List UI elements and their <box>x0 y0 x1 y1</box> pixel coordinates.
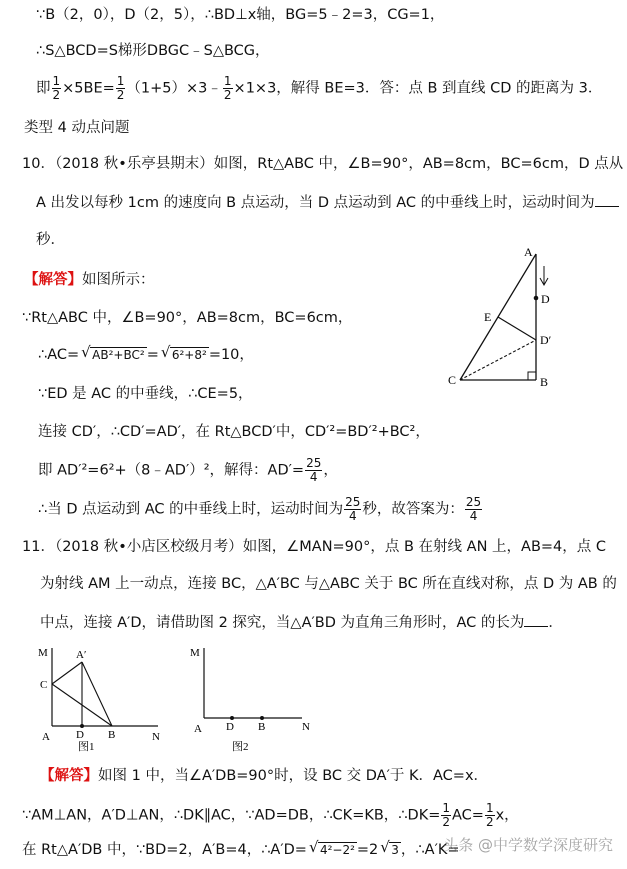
fig1-b-label: B <box>108 729 116 741</box>
fig2-a-label: A <box>194 723 202 735</box>
point-e-label: E <box>484 310 492 324</box>
fig2-n-label: N <box>302 721 310 733</box>
question-11-line-3: 中点，连接 A′D，请借助图 2 探究，当△A′BD 为直角三角形时，AC 的长为 ． <box>40 612 563 633</box>
fig1-caption: 图1 <box>78 741 95 752</box>
fig2-b-label: B <box>258 721 266 733</box>
answer-blank <box>524 612 548 627</box>
solution-line-3: 即 $\frac{1}{2}$ ×5BE= $\frac{1}{2}$ （1+5）×3﹣ $\frac{1}{2}$ ×1×3，解得 BE=3．答：点 B 到直线 CD 的距离为 3． <box>36 74 603 102</box>
answer-11-line-1: 【解答】如图 1 中，当∠A′DB=90°时，设 BC 交 DA′于 K．AC=x． <box>40 768 489 784</box>
fraction-half: $\frac{1}{2}$ <box>223 74 232 102</box>
point-a-label: A <box>524 245 533 259</box>
answer-10-line-3: ∴AC=√ AB²+BC² =√ 6²+8² =10， <box>38 345 254 365</box>
answer-11-line-2: ∵AM⊥AN，A′D⊥AN，∴DK∥AC，∵AD=DB，∴CK=KB，∴DK= $\frac{1}{2}$ AC= $\frac{1}{2}$ x， <box>22 801 519 829</box>
fraction-25-over-4: $\frac{25}{4}$ <box>465 495 482 523</box>
question-11-line-1: 11．（2018 秋•小店区校级月考）如图，∠MAN=90°，点 B 在射线 AN 上，AB=4，点 C <box>22 539 607 555</box>
solution-line-2: ∴S△BCD=S梯形DBGC﹣S△BCG， <box>36 43 270 59</box>
answer-10-line-2: ∵Rt△ABC 中，∠B=90°，AB=8cm，BC=6cm， <box>22 310 353 326</box>
answer-tag: 【解答】 <box>40 768 98 784</box>
fig1-c-label: C <box>40 679 48 691</box>
fig2-caption: 图2 <box>232 741 249 752</box>
fraction-half: $\frac{1}{2}$ <box>485 801 494 829</box>
figure-2 <box>190 642 330 752</box>
answer-10-line-6: 即 AD′²=6²+（8﹣AD′）²，解得：AD′= $\frac{25}{4}$ ， <box>38 456 338 484</box>
solution-line-1: ∵B（2，0），D（2，5），∴BD⊥x轴，BG=5﹣2=3，CG=1， <box>36 7 445 23</box>
point-d-prime-label: D′ <box>540 333 552 347</box>
fig1-a-prime-label: A′ <box>76 649 87 661</box>
watermark: 头条 @中学数学深度研究 <box>443 836 613 854</box>
fraction-half: $\frac{1}{2}$ <box>52 74 61 102</box>
answer-tag: 【解答】 <box>24 272 82 288</box>
fig2-d-label: D <box>226 721 234 733</box>
fig2-m-label: M <box>190 647 200 659</box>
triangle-figure <box>440 244 560 394</box>
section-heading: 类型 4 动点问题 <box>24 120 130 136</box>
question-10-line-2: A 出发以每秒 1cm 的速度向 B 点运动，当 D 点运动到 AC 的中垂线上时，运动时间为 <box>36 192 619 213</box>
question-10-line-3: 秒． <box>36 232 65 248</box>
answer-10-line-5: 连接 CD′，∴CD′=AD′，在 Rt△BCD′中，CD′²=BD′²+BC²， <box>38 424 430 440</box>
fig1-n-label: N <box>152 731 160 743</box>
answer-10-line-4: ∵ED 是 AC 的中垂线，∴CE=5， <box>38 386 253 402</box>
point-c-label: C <box>448 373 457 387</box>
fraction-half: $\frac{1}{2}$ <box>442 801 450 829</box>
answer-10-line-1: 【解答】如图所示： <box>24 272 155 288</box>
answer-blank <box>595 192 619 207</box>
fraction-25-over-4: $\frac{25}{4}$ <box>345 495 361 523</box>
fig1-d-label: D <box>76 729 84 741</box>
question-10-line-1: 10．（2018 秋•乐亭县期末）如图，Rt△ABC 中，∠B=90°，AB=8cm，BC=6cm，D 点从 <box>22 156 624 172</box>
answer-10-line-7: ∴当 D 点运动到 AC 的中垂线上时，运动时间为 $\frac{25}{4}$ 秒，故答案为： $\frac{25}{4}$ <box>38 495 482 523</box>
fig1-m-label: M <box>38 647 48 659</box>
figure-1 <box>30 642 170 752</box>
fraction-25-over-4: $\frac{25}{4}$ <box>306 456 322 484</box>
point-d-label: D <box>541 292 550 306</box>
fig1-a-label: A <box>42 731 50 743</box>
fraction-half: $\frac{1}{2}$ <box>116 74 125 102</box>
point-b-label: B <box>540 375 549 389</box>
answer-11-line-3: 在 Rt△A′DB 中，∵BD=2，A′B=4，∴A′D=√ 4²−2² =2√ 3 ，∴A′K= <box>22 840 460 860</box>
question-11-line-2: 为射线 AM 上一动点，连接 BC，△A′BC 与△ABC 关于 BC 所在直线对称，点 D 为 AB 的 <box>40 576 617 592</box>
